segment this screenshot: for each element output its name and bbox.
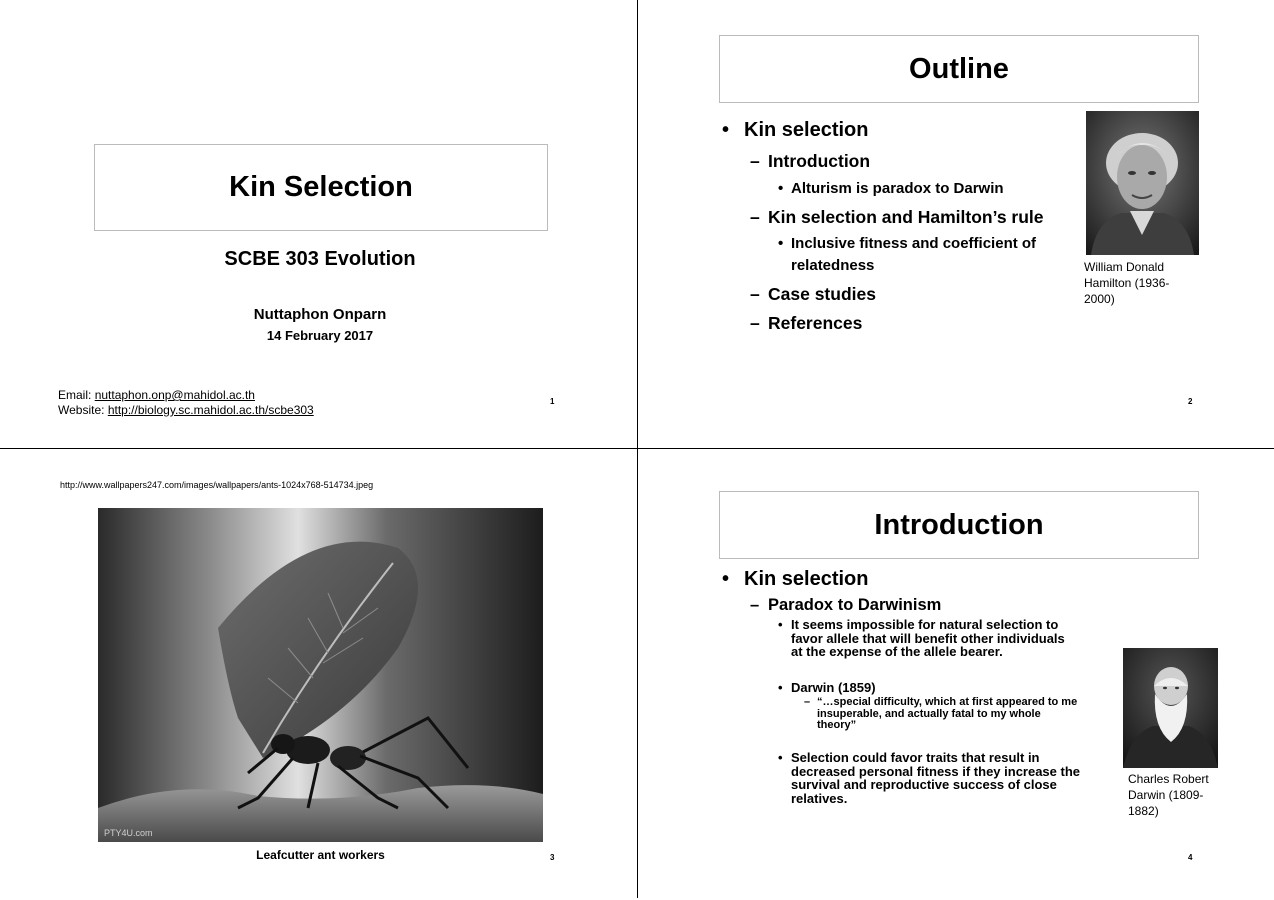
outline-item-continuation [791, 257, 874, 274]
outline-item [750, 313, 863, 334]
page-number: 2 [1188, 397, 1193, 406]
outline-item [750, 151, 871, 172]
outline-item-text: Alturism is paradox to Darwin [791, 180, 1004, 197]
slide-title: Outline [719, 35, 1199, 103]
bullet-dot-icon: • [778, 617, 783, 632]
bullet-dash-icon: – [750, 207, 760, 227]
slide-3 [0, 449, 638, 898]
outline-item-text: relatedness [791, 257, 875, 274]
outline-item [722, 119, 869, 142]
page-number: 3 [550, 853, 555, 862]
darwin-portrait-image [1123, 648, 1218, 768]
presentation-date: 14 February 2017 [266, 328, 374, 343]
bullet-dash-icon: – [750, 284, 760, 304]
outline-item-text: Kin selection [744, 119, 869, 141]
slide-2 [638, 0, 1274, 449]
slide-1 [0, 0, 638, 449]
image-source-url: http://www.wallpapers247.com/images/wallpapers/ants-1024x768-514734.jpeg [60, 480, 374, 490]
email-link[interactable]: nuttaphon.onp@mahidol.ac.th [94, 388, 255, 402]
bullet-dot-icon: • [778, 750, 783, 765]
image-watermark: PTY4U.com [104, 828, 153, 838]
bullet-item [722, 568, 869, 591]
course-name: SCBE 303 Evolution [224, 248, 416, 270]
outline-item-text: Inclusive fitness and coefficient of [791, 235, 1037, 252]
outline-item-text: Case studies [768, 284, 876, 304]
darwin-quote: – “…special difficulty, which at first appeared to me insuperable, and actually fatal to my whole theory” [804, 696, 1078, 731]
slide-4 [638, 449, 1274, 898]
bullet-item: • Selection could favor traits that result in decreased personal fitness if they increase the survival and reproductive success of close relatives. [778, 750, 1081, 806]
bullet-item [750, 596, 942, 615]
page-number: 1 [550, 397, 555, 406]
outline-item [750, 284, 876, 305]
hamilton-portrait-image [1086, 111, 1199, 255]
portrait-caption: William Donald Hamilton (1936- 2000) [1084, 260, 1170, 306]
outline-item-text: References [768, 313, 863, 333]
slide-title: Introduction [719, 491, 1199, 559]
bullet-dash-icon: – [750, 596, 760, 614]
outline-item-text: Introduction [768, 151, 871, 171]
bullet-dash-icon: – [804, 696, 811, 708]
bullet-dot-icon: • [722, 119, 730, 141]
slide-title: Kin Selection [94, 144, 548, 231]
outline-item [750, 207, 1044, 228]
email-line [58, 388, 255, 402]
website-label: Website: [58, 403, 105, 417]
bullet-dot-icon: • [778, 235, 784, 252]
bullet-dot-icon: • [778, 180, 784, 197]
outline-item [778, 235, 1037, 252]
bullet-dash-icon: – [750, 313, 760, 333]
bullet-text: Kin selection [744, 568, 869, 590]
website-line [58, 403, 314, 417]
bullet-text: Paradox to Darwinism [768, 596, 942, 614]
bullet-dash-icon: – [750, 151, 760, 171]
image-caption: Leafcutter ant workers [256, 848, 385, 862]
outline-item [778, 180, 1004, 197]
email-label: Email: [58, 388, 92, 402]
leafcutter-ant-image [98, 508, 543, 842]
outline-item-text: Kin selection and Hamilton’s rule [768, 207, 1044, 227]
bullet-dot-icon: • [722, 568, 730, 590]
author-name: Nuttaphon Onparn [253, 306, 387, 323]
bullet-dot-icon: • [778, 680, 783, 695]
portrait-caption: Charles Robert Darwin (1809- 1882) [1128, 772, 1209, 818]
bullet-item: • It seems impossible for natural selection to favor allele that will benefit other individuals at the expense of the allele bearer. [778, 617, 1065, 659]
website-link[interactable]: http://biology.sc.mahidol.ac.th/scbe303 [107, 403, 314, 417]
bullet-item: • Darwin (1859) [778, 680, 876, 695]
page-number: 4 [1188, 853, 1193, 862]
